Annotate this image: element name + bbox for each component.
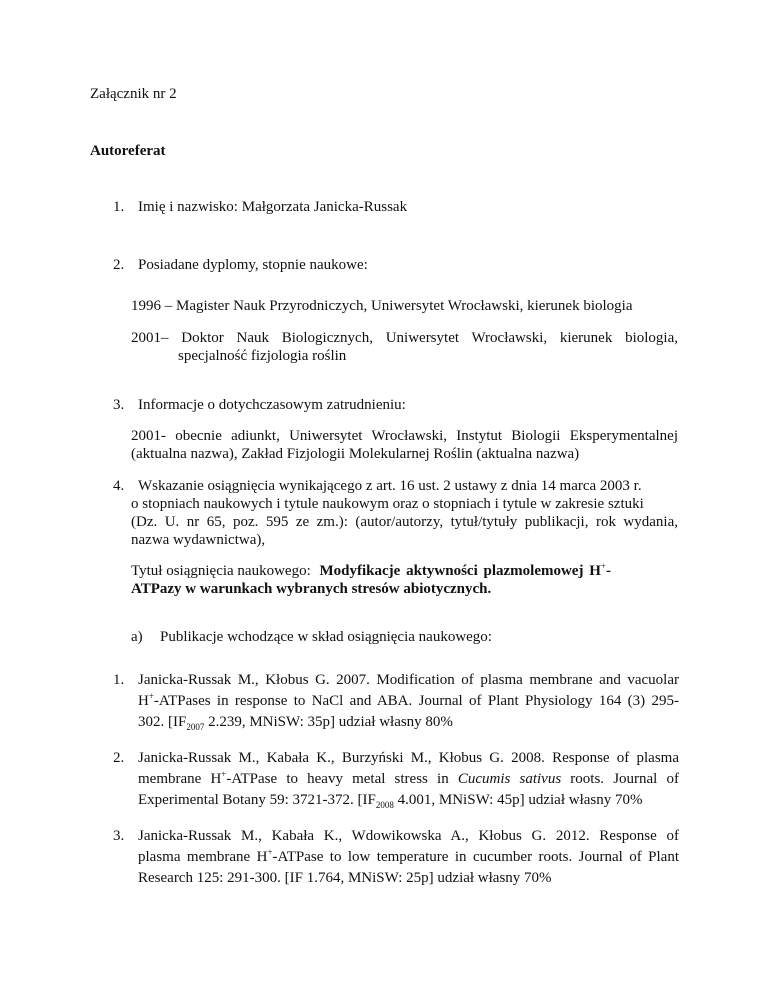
- subsection-a-text: Publikacje wchodzące w skład osiągnięcia naukowego:: [160, 629, 492, 645]
- text-fragment: H: [138, 693, 149, 709]
- diploma-entry-1: 1996 – Magister Nauk Przyrodniczych, Uniwersytet Wrocławski, kierunek biologia: [131, 298, 633, 314]
- achievement-sup: +: [600, 561, 606, 571]
- subscript: 2007: [186, 722, 205, 732]
- achievement-prefix: Tytuł osiągnięcia naukowego:: [131, 563, 311, 579]
- employment-line-1: 2001- obecnie adiunkt, Uniwersytet Wrocławski, Instytut Biologii Eksperymentalnej: [131, 428, 678, 444]
- text-fragment: Experimental Botany 59: 3721-372. [IF: [138, 792, 376, 808]
- achievement-title-line-1: [131, 563, 678, 580]
- text-fragment: -ATPase to heavy metal stress in: [226, 771, 458, 787]
- section-4-line-1: Wskazanie osiągnięcia wynikającego z art. 16 ust. 2 ustawy z dnia 14 marca 2003 r.: [138, 478, 642, 494]
- section-3-text: Informacje o dotychczasowym zatrudnieniu:: [138, 397, 406, 413]
- section-2-number: 2.: [113, 257, 125, 273]
- text-fragment: 2.239, MNiSW: 35p] udział własny 80%: [204, 714, 453, 730]
- subscript: 2008: [375, 800, 394, 810]
- publication-number: 2.: [113, 750, 125, 766]
- section-3-number: 3.: [113, 397, 125, 413]
- document-title: Autoreferat: [90, 143, 166, 159]
- superscript: +: [148, 691, 154, 701]
- section-1-text: Imię i nazwisko: Małgorzata Janicka-Russak: [138, 199, 408, 215]
- publication-line: [138, 714, 453, 731]
- subsection-a-label: a): [131, 629, 143, 645]
- section-2-text: Posiadane dyplomy, stopnie naukowe:: [138, 257, 368, 273]
- text-fragment: plasma membrane H: [138, 849, 268, 865]
- achievement-dash: -: [605, 563, 611, 579]
- section-4-number: 4.: [113, 478, 125, 494]
- achievement-title-line-2: ATPazy w warunkach wybranych stresów abiotycznych.: [131, 581, 492, 597]
- publication-line: Janicka-Russak M., Kabała K., Burzyński M., Kłobus G. 2008. Response of plasma: [138, 750, 679, 766]
- species-name: Cucumis sativus: [457, 771, 562, 787]
- publication-line: [138, 849, 679, 866]
- publication-line: Janicka-Russak M., Kłobus G. 2007. Modification of plasma membrane and vacuolar: [138, 672, 679, 688]
- publication-line: [138, 771, 679, 788]
- annex-label: Załącznik nr 2: [90, 86, 177, 102]
- text-fragment: -ATPase to low temperature in cucumber roots. Journal of Plant: [272, 849, 679, 865]
- publication-number: 1.: [113, 672, 125, 688]
- employment-line-2: (aktualna nazwa), Zakład Fizjologii Molekularnej Roślin (aktualna nazwa): [131, 446, 580, 462]
- publication-line: Janicka-Russak M., Kabała K., Wdowikowska A., Kłobus G. 2012. Response of: [138, 828, 679, 844]
- section-4-line-3: (Dz. U. nr 65, poz. 595 ze zm.): (autor/autorzy, tytuł/tytuły publikacji, rok wydania,: [131, 514, 678, 530]
- achievement-title: Modyfikacje aktywności plazmolemowej H: [319, 563, 601, 579]
- text-fragment: roots. Journal of: [561, 771, 679, 787]
- publication-line: [138, 693, 679, 710]
- publication-line: [138, 792, 642, 809]
- publication-number: 3.: [113, 828, 125, 844]
- publication-line: Research 125: 291-300. [IF 1.764, MNiSW: 25p] udział własny 70%: [138, 870, 552, 886]
- superscript: +: [267, 847, 273, 857]
- section-4-line-2: o stopniach naukowych i tytule naukowym oraz o stopniach i tytule w zakresie sztuki: [131, 496, 644, 512]
- text-fragment: membrane H: [138, 771, 222, 787]
- text-fragment: -ATPases in response to NaCl and ABA. Journal of Plant Physiology 164 (3) 295-: [153, 693, 679, 709]
- section-1-number: 1.: [113, 199, 125, 215]
- diploma-entry-2-line-1: 2001– Doktor Nauk Biologicznych, Uniwersytet Wrocławski, kierunek biologia,: [131, 330, 678, 346]
- superscript: +: [221, 769, 227, 779]
- text-fragment: 4.001, MNiSW: 45p] udział własny 70%: [393, 792, 643, 808]
- diploma-entry-2-line-2: specjalność fizjologia roślin: [178, 348, 347, 364]
- section-4-line-4: nazwa wydawnictwa),: [131, 532, 266, 548]
- text-fragment: 302. [IF: [138, 714, 187, 730]
